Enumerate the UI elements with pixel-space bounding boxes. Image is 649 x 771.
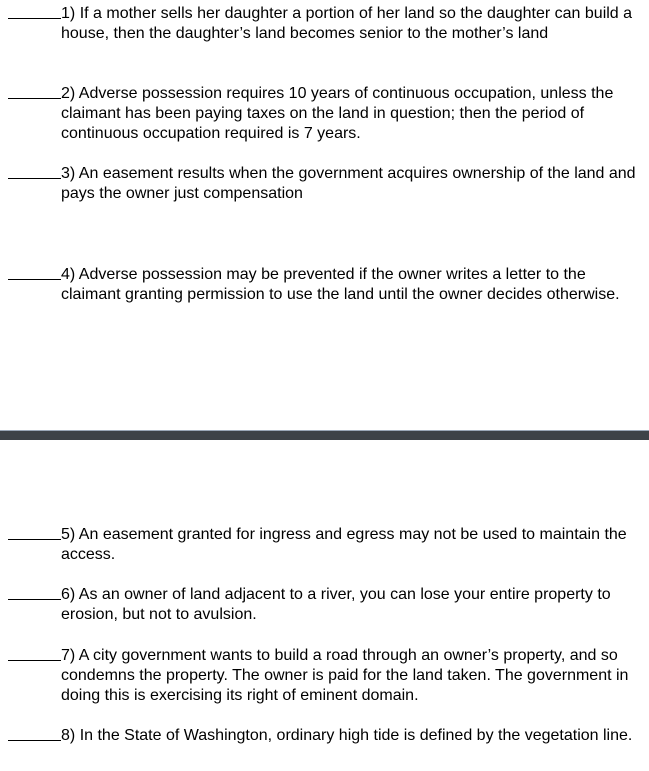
question-4 xyxy=(8,265,644,305)
question-text: 2) Adverse possession requires 10 years of continuous occupation, unless the claimant has been paying taxes on the land in question; then the period of continuous occupation required is 7 years. xyxy=(61,85,614,142)
answer-blank[interactable] xyxy=(8,18,61,19)
question-5 xyxy=(8,525,644,565)
question-text: 5) An easement granted for ingress and egress may not be used to maintain the access. xyxy=(61,526,627,563)
question-text: 6) As an owner of land adjacent to a river, you can lose your entire property to erosion, but not to avulsion. xyxy=(61,586,611,623)
question-8 xyxy=(8,726,644,746)
section-divider xyxy=(0,430,649,440)
answer-blank[interactable] xyxy=(8,98,61,99)
question-7 xyxy=(8,646,644,706)
answer-blank[interactable] xyxy=(8,660,61,661)
answer-blank[interactable] xyxy=(8,740,61,741)
question-1 xyxy=(8,4,644,44)
answer-blank[interactable] xyxy=(8,539,61,540)
question-text: 8) In the State of Washington, ordinary high tide is defined by the vegetation line. xyxy=(61,727,633,744)
question-text: 3) An easement results when the government acquires ownership of the land and pays the owner just compensation xyxy=(61,165,636,202)
answer-blank[interactable] xyxy=(8,599,61,600)
question-2 xyxy=(8,84,644,144)
question-text: 1) If a mother sells her daughter a portion of her land so the daughter can build a house, then the daughter’s land becomes senior to the mother’s land xyxy=(61,5,633,42)
answer-blank[interactable] xyxy=(8,178,61,179)
question-text: 4) Adverse possession may be prevented if the owner writes a letter to the claimant granting permission to use the land until the owner decides otherwise. xyxy=(61,266,620,303)
question-3 xyxy=(8,164,644,204)
answer-blank[interactable] xyxy=(8,279,61,280)
question-6 xyxy=(8,585,644,625)
question-text: 7) A city government wants to build a road through an owner’s property, and so condemns the property. The owner is paid for the land taken. The government in doing this is exercising its right of eminent domain. xyxy=(61,647,629,704)
